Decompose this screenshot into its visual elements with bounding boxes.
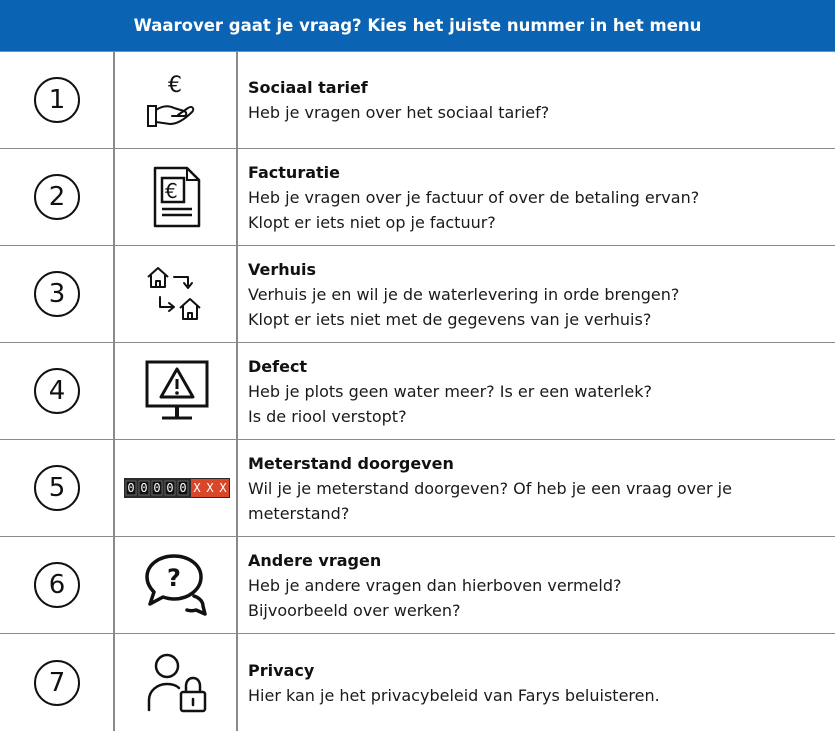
option-title: Defect: [248, 356, 308, 376]
monitor-warning-icon: [116, 343, 238, 439]
svg-text:€: €: [165, 179, 178, 203]
option-description: Klopt er iets niet op je factuur?: [248, 212, 496, 232]
menu-table: [0, 51, 835, 731]
option-description: Heb je plots geen water meer? Is er een waterlek?: [248, 381, 652, 401]
menu-row-meterstand[interactable]: [0, 439, 835, 536]
menu-row-facturatie[interactable]: [0, 148, 835, 245]
option-title: Facturatie: [248, 162, 340, 182]
option-number: 4: [34, 368, 80, 414]
option-title: Meterstand doorgeven: [248, 453, 454, 473]
option-title: Sociaal tarief: [248, 78, 368, 97]
meter-digit: 0: [179, 481, 187, 495]
option-description: Klopt er iets niet met de gegevens van je verhuis?: [248, 309, 652, 329]
meter-digit: 0: [140, 481, 148, 495]
option-number: 3: [34, 271, 80, 317]
menu-row-privacy[interactable]: [0, 633, 835, 731]
menu-row-sociaal-tarief[interactable]: [0, 51, 835, 148]
menu-row-defect[interactable]: [0, 342, 835, 439]
question-bubbles-icon: [116, 537, 238, 633]
option-description: Heb je vragen over het sociaal tarief?: [248, 103, 550, 122]
option-number: 2: [34, 174, 80, 220]
option-description: meterstand?: [248, 503, 350, 523]
option-number: 7: [34, 660, 80, 706]
option-description: Verhuis je en wil je de waterlevering in orde brengen?: [248, 284, 680, 304]
meter-digit: X: [206, 481, 214, 495]
option-number: 1: [34, 77, 80, 123]
meter-digit: 0: [166, 481, 174, 495]
option-description: Bijvoorbeeld over werken?: [248, 600, 461, 620]
user-lock-icon: [116, 634, 238, 731]
hand-euro-icon: [116, 52, 238, 148]
meter-counter-icon: [116, 440, 238, 536]
option-description: Wil je je meterstand doorgeven? Of heb je een vraag over je: [248, 478, 732, 498]
menu-row-verhuis[interactable]: [0, 245, 835, 342]
meter-digit: 0: [153, 481, 161, 495]
option-description: Is de riool verstopt?: [248, 406, 407, 426]
meter-digit: X: [193, 481, 201, 495]
option-title: Verhuis: [248, 259, 317, 279]
header-title: Waarover gaat je vraag? Kies het juiste nummer in het menu: [133, 16, 702, 35]
invoice-euro-icon: [116, 149, 238, 245]
meter-digit: X: [219, 481, 227, 495]
meter-digit: 0: [127, 481, 135, 495]
option-number: 5: [34, 465, 80, 511]
menu-header: [0, 0, 835, 51]
svg-text:€: €: [168, 73, 182, 98]
option-description: Hier kan je het privacybeleid van Farys beluisteren.: [248, 685, 660, 705]
option-number: 6: [34, 562, 80, 608]
menu-row-andere-vragen[interactable]: [0, 536, 835, 633]
house-move-icon: [116, 246, 238, 342]
option-title: Andere vragen: [248, 550, 382, 570]
option-description: Heb je andere vragen dan hierboven vermeld?: [248, 575, 622, 595]
option-title: Privacy: [248, 660, 315, 680]
option-description: Heb je vragen over je factuur of over de betaling ervan?: [248, 187, 700, 207]
svg-text:?: ?: [167, 564, 181, 592]
